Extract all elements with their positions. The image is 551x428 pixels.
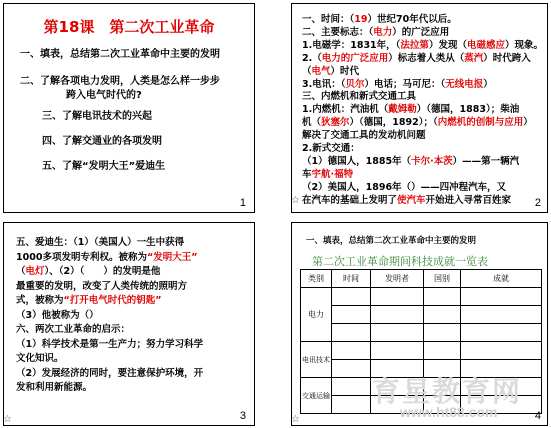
line-text: （2）发展经济的同时，要注意保护环境，开	[16, 367, 204, 379]
line-text: ）发现（	[428, 39, 467, 51]
text-line	[16, 339, 203, 351]
answer-text: 内燃机的创制与应用	[437, 117, 524, 129]
text-line	[302, 91, 416, 103]
text-line	[16, 368, 203, 380]
table-row	[301, 342, 542, 360]
text-line	[302, 117, 533, 129]
answer-text: 宇航·福特	[311, 168, 354, 180]
page-number: 2	[534, 197, 541, 209]
table-cell[interactable]	[332, 306, 371, 324]
table-cell[interactable]	[371, 324, 424, 342]
text-line	[16, 353, 64, 365]
line-text: ）时代	[330, 65, 360, 77]
answer-text: 蒸汽	[464, 52, 484, 64]
watermark-url: www.ht88.com	[400, 404, 498, 420]
line-text: 式，被称为	[16, 295, 64, 306]
table-cell[interactable]	[332, 324, 371, 342]
star-icon: ☆	[3, 414, 12, 425]
column-header: 类别	[301, 270, 332, 288]
line-text: 解决了交通工具的发动机问题	[302, 130, 426, 142]
line-text: 最重要的发明，改变了人类传统的照明方	[16, 280, 188, 292]
answer-text: 电气	[311, 65, 331, 77]
text-line	[302, 182, 506, 194]
slide-1-item: 三、了解电讯技术的兴起	[42, 111, 152, 122]
text-line	[16, 266, 160, 278]
table-cell[interactable]	[424, 324, 461, 342]
line-text: 在汽车的基础上发明了	[302, 194, 398, 206]
line-text: 2.（	[302, 52, 322, 64]
line-text: 发和利用新能源。	[16, 382, 93, 393]
table-cell[interactable]	[332, 378, 371, 396]
line-text: ）的广泛应用	[392, 26, 450, 38]
answer-text: 电磁感应	[466, 39, 505, 51]
answer-text: 卡尔·本茨	[411, 155, 453, 167]
text-line	[302, 156, 519, 168]
answer-text: 使汽车	[397, 194, 426, 206]
table-header-row	[301, 270, 542, 288]
row-label: 电讯技术	[301, 342, 332, 378]
column-header: 国别	[424, 270, 461, 288]
page-number: 1	[239, 197, 246, 209]
text-line	[302, 40, 543, 52]
line-text: 三、内燃机和新式交通工具	[302, 91, 417, 103]
watermark-logo: 育星教育网	[372, 375, 523, 408]
line-text: （1）德国人，1885年（	[302, 155, 412, 167]
line-text: 五、爱迪生：（1）（美国人）一生中获得	[16, 237, 185, 248]
text-line	[302, 27, 449, 39]
line-text: 1.内燃机：汽油机（	[302, 104, 389, 116]
slide-1-item: 跨入电气时代的?	[66, 90, 142, 101]
line-text: （1）科学技术是第一生产力；努力学习科学	[16, 338, 204, 350]
table-cell[interactable]	[371, 306, 424, 324]
line-text: 1000多项发明专利权。被称为	[16, 251, 147, 263]
line-text: 3.电讯：（	[302, 78, 346, 90]
text-line	[16, 324, 130, 336]
column-header: 成就	[461, 270, 542, 288]
table-cell[interactable]	[424, 288, 461, 306]
text-line	[16, 310, 99, 322]
page-number: 3	[239, 410, 246, 422]
slide-3[interactable]	[3, 222, 255, 426]
text-line	[302, 143, 360, 155]
answer-text: 法拉第	[400, 39, 429, 51]
row-label: 电力	[301, 288, 332, 342]
line-text: 机（	[302, 117, 322, 129]
answer-text: 戴姆勒	[388, 104, 417, 116]
table-cell[interactable]	[332, 342, 371, 360]
text-line	[302, 104, 519, 116]
page-number: 4	[534, 410, 541, 422]
row-label: 交通运输	[301, 378, 332, 414]
line-text: ）现象。	[504, 39, 543, 51]
slide-1[interactable]	[3, 3, 255, 213]
answer-text: 电力	[373, 26, 393, 38]
answer-text: 贝尔	[345, 78, 365, 90]
line-text: 文化知识。	[16, 353, 64, 364]
line-text: ）——第一辆汽	[452, 155, 520, 167]
table-cell[interactable]	[461, 342, 542, 360]
line-text: ）（德国，1892）；（	[349, 117, 438, 129]
answer-text: “打开电气时代的钥匙”	[63, 295, 162, 306]
text-line	[16, 382, 92, 394]
star-icon: ☆	[291, 195, 300, 206]
line-text: （2）美国人，1896年（	[302, 181, 412, 193]
line-text: ）——四冲程汽车，又	[411, 181, 507, 193]
line-text: ）标志着人类从（	[388, 52, 465, 64]
slide-1-item: 五、了解“发明大王”爱迪生	[42, 161, 166, 172]
text-line	[302, 53, 531, 65]
column-header: 发明者	[371, 270, 424, 288]
line-text: 1.电磁学：1831年，（	[302, 39, 401, 51]
line-text: 2.新式交通：	[302, 143, 360, 154]
line-text: ）	[523, 117, 533, 129]
table-cell[interactable]	[424, 342, 461, 360]
answer-text: “发明大王”	[146, 251, 198, 263]
text-line	[302, 169, 353, 181]
line-text: ）电话；马可尼：（	[364, 78, 446, 90]
line-text: ）（德国，1883）；柴油	[416, 104, 520, 116]
text-line	[16, 295, 162, 307]
line-text: （	[16, 266, 26, 277]
table-title: 第二次工业革命期间科技成就一览表	[312, 255, 488, 268]
slide-4-heading: 一、填表，总结第二次工业革命中主要的发明	[306, 236, 477, 246]
text-line	[16, 237, 184, 249]
line-text: ）	[483, 78, 493, 90]
table-row	[301, 324, 542, 342]
slide-1-item: 二、了解各项电力发明，人类是怎么样一步步	[20, 76, 220, 87]
line-text: 车	[302, 168, 312, 180]
column-header: 时间	[332, 270, 371, 288]
line-text: 一、时间：（	[302, 14, 355, 25]
table-cell[interactable]	[371, 288, 424, 306]
table-cell[interactable]	[371, 342, 424, 360]
text-line	[16, 252, 197, 264]
table-cell[interactable]	[332, 288, 371, 306]
line-text: ）	[89, 309, 99, 321]
table-row	[301, 288, 542, 306]
answer-text: 电灯	[25, 266, 45, 277]
line-text: 六、两次工业革命的启示：	[16, 324, 131, 335]
text-line	[302, 79, 493, 91]
table-cell[interactable]	[461, 288, 542, 306]
line-text: ）世纪70年代以后。	[367, 14, 457, 25]
text-line	[302, 195, 511, 207]
table-cell[interactable]	[332, 360, 371, 378]
text-line	[302, 66, 359, 78]
table-row	[301, 306, 542, 324]
text-line	[302, 14, 457, 26]
table-cell[interactable]	[332, 396, 371, 414]
table-cell[interactable]	[424, 306, 461, 324]
answer-text: 19	[354, 14, 368, 25]
table-cell[interactable]	[461, 306, 542, 324]
slide-1-item: 四、了解交通业的各项发明	[42, 136, 162, 147]
slide-1-title: 第18课 第二次工业革命	[43, 18, 215, 36]
slide-2[interactable]	[291, 3, 548, 213]
star-icon: ☆	[291, 414, 300, 425]
slide-1-item: 一、填表，总结第二次工业革命中主要的发明	[20, 49, 220, 60]
answer-text: 无线电报	[445, 78, 484, 90]
answer-text: 电力的广泛应用	[321, 52, 389, 64]
text-line	[16, 281, 187, 293]
text-line	[302, 130, 426, 142]
line-text: ）、（2）（ ）的发明是他	[44, 266, 161, 277]
line-text: （	[302, 65, 312, 77]
line-text: 二、主要标志：（	[302, 26, 374, 38]
table-cell[interactable]	[461, 324, 542, 342]
line-text: ）时代跨入	[483, 52, 531, 64]
line-text: 开始进入寻常百姓家	[425, 194, 512, 206]
line-text: （3）他被称为（	[16, 309, 90, 321]
answer-text: 狄塞尔	[321, 117, 350, 129]
